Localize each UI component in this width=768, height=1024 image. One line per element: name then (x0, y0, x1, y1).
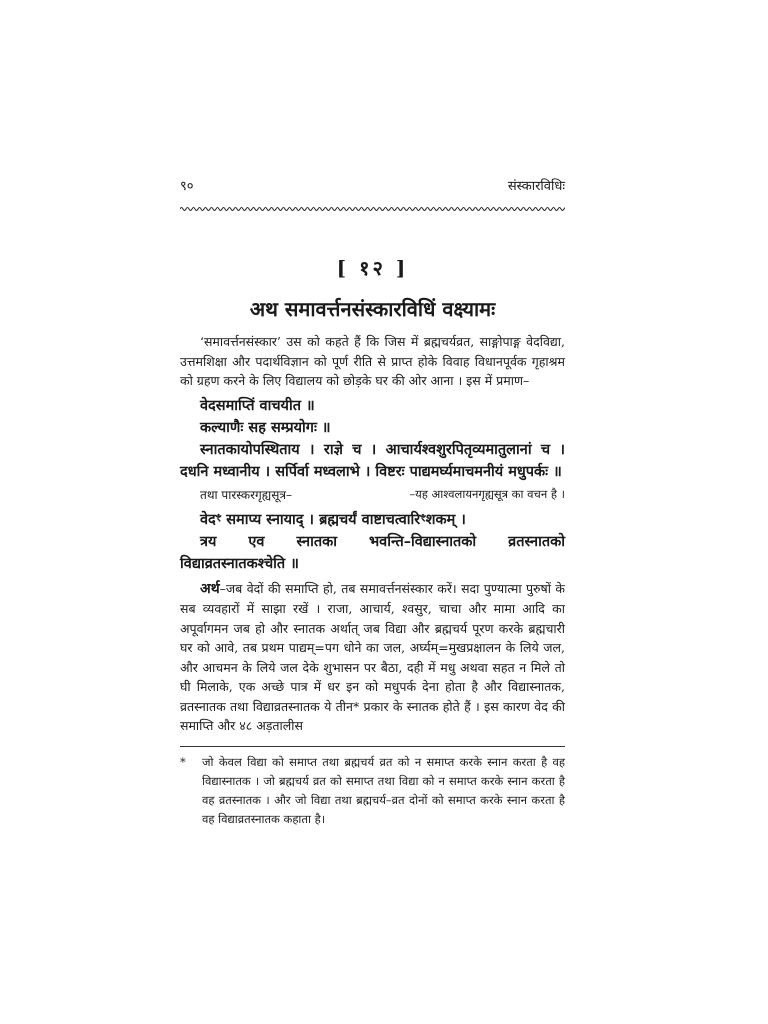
intro-paragraph: ‘समावर्त्तनसंस्कार’ उस को कहते हैं कि जिस में ब्रह्मचर्यव्रत, साङ्गोपाङ्ग वेदविद्या, उत्तमशिक्षा और पदार्थविज्ञान को पूर्ण रीति से प्राप्त होके विवाह विधानपूर्वक गृहाश्रम को ग्रहण करने के लिए विद्यालय को छोड़के घर की ओर आना । इस में प्रमाण– (180, 334, 565, 388)
running-title: संस्कारविधिः (507, 179, 565, 194)
footnote-mark: * (180, 754, 186, 769)
footnote (180, 753, 565, 829)
source-note: –यह आश्वलायनगृह्यसूत्र का वचन है । (409, 486, 565, 501)
footnote-text: जो केवल विद्या को समाप्त तथा ब्रह्मचर्य व्रत को न समाप्त करके स्नान करता है वह विद्यास्नातक । जो ब्रह्मचर्य व्रत को समाप्त तथा विद्या को न समाप्त करके स्नान करता है वह व्रतस्नातक । और जो विद्या तथा ब्रह्मचर्य–व्रत दोनों को समाप्त करके स्नान करता है वह विद्याव्रतस्नातक कहाता है। (202, 754, 565, 826)
page-header (180, 176, 565, 198)
chapter-number: [ १२ ] (336, 256, 409, 280)
verse-line-2: कल्याणैः सह सम्प्रयोगः ॥ (200, 418, 331, 436)
page-number: ९० (180, 179, 194, 194)
paraskara-verse-1: वेदꣳ समाप्य स्नायाद् । ब्रह्मचर्यं वाष्टाचत्वारिꣳशकम् । (200, 510, 466, 528)
book-page (180, 176, 565, 829)
paraskara-intro: तथा पारस्करगृह्यसूत्र– (200, 487, 292, 502)
paraskara-verse-2: त्रय एव स्नातका भवन्ति–विद्यास्नातको व्रतस्नातको विद्याव्रतस्नातकश्चेति ॥ (180, 532, 565, 572)
meaning-text: –जब वेदों की समाप्ति हो, तब समावर्त्तनसंस्कार करें। सदा पुण्यात्मा पुरुषों के सब व्यवहारों में साझा रखें । राजा, आचार्य, श्वसुर, चाचा और मामा आदि का अपूर्वागमन जब हो और स्नातक अर्थात् जब विद्या और ब्रह्मचर्य पूरण करके ब्रह्मचारी घर को आवे, तब प्रथम पाद्यम्=पग धोने का जल, अर्घ्यम्=मुखप्रक्षालन के लिये जल, और आचमन के लिये जल देके शुभासन पर बैठा, दही में मधु अथवा सहत न मिले तो घी मिलाके, एक अच्छे पात्र में धर इन को मधुपर्क देना होता है और विद्यास्नातक, व्रतस्नातक तथा विद्याव्रतस्नातक ये तीन* प्रकार के स्नातक होते हैं । इस कारण वेद की समाप्ति और ४८ अड़तालीस (180, 580, 565, 733)
verse-line-3-text: स्नातकायोपस्थिताय । राज्ञे च । आचार्यश्वशुरपितृव्यमातुलानां च । दधनि मध्वानीय । सर्पिर्वा मध्वलाभे । विष्टरः पाद्यमर्घ्यमाचमनीयं मधुपर्कः ॥ (180, 440, 565, 480)
meaning-lead: अर्थ (200, 580, 220, 597)
meaning-paragraph (180, 579, 565, 736)
verse-line-1: वेदसमाप्तिं वाचयीत ॥ (200, 396, 315, 414)
wavy-divider (180, 204, 565, 214)
footnote-divider (180, 746, 565, 747)
chapter-title: अथ समावर्त्तनसंस्कारविधिं वक्ष्यामः (249, 297, 496, 321)
verse-block-paraskara (180, 509, 565, 575)
